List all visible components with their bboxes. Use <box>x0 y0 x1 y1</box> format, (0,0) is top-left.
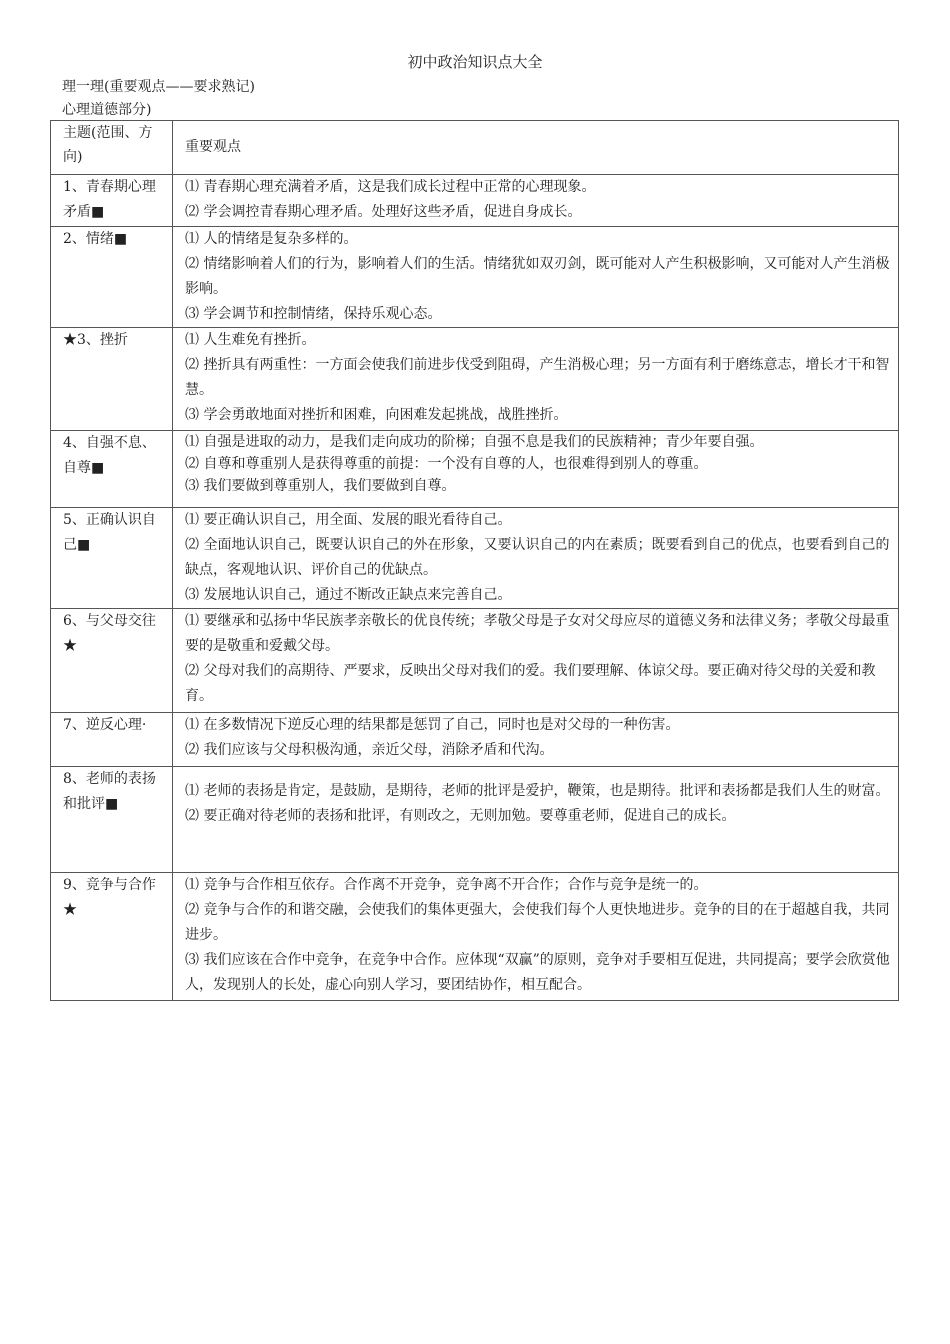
point-item: ⑶ 学会调节和控制情绪，保持乐观心态。 <box>185 306 442 322</box>
row-topic: 2、情绪■ <box>51 227 173 328</box>
section-subtitle: 理一理(重要观点——要求熟记) <box>62 79 255 95</box>
table-header-row <box>51 121 899 175</box>
table-row <box>51 767 899 873</box>
row-points <box>173 508 899 609</box>
table-row <box>51 328 899 431</box>
row-points <box>173 431 899 508</box>
table-row <box>51 713 899 767</box>
page-title: 初中政治知识点大全 <box>407 53 543 71</box>
row-points <box>173 175 899 227</box>
table-row <box>51 609 899 713</box>
point-item: ⑵ 要正确对待老师的表扬和批评，有则改之，无则加勉。要尊重老师，促进自己的成长。 <box>185 808 736 824</box>
row-points <box>173 873 899 1001</box>
row-topic: 8、老师的表扬和批评■ <box>51 767 173 873</box>
knowledge-table <box>50 120 899 1001</box>
header-points: 重要观点 <box>173 121 899 175</box>
point-item: ⑶ 我们要做到尊重别人，我们要做到自尊。 <box>185 478 456 494</box>
point-item: ⑴ 在多数情况下逆反心理的结果都是惩罚了自己，同时也是对父母的一种伤害。 <box>185 717 680 733</box>
point-item: ⑴ 人生难免有挫折。 <box>185 332 316 348</box>
section-category: 心理道德部分) <box>62 102 152 118</box>
row-points <box>173 328 899 431</box>
point-item: ⑵ 挫折具有两重性：一方面会使我们前进步伐受到阻碍，产生消极心理；另一方面有利于磨练意志，增长才干和智慧。 <box>185 357 890 398</box>
point-item: ⑵ 父母对我们的高期待、严要求，反映出父母对我们的爱。我们要理解、体谅父母。要正确对待父母的关爱和教育。 <box>185 663 876 704</box>
point-item: ⑵ 我们应该与父母积极沟通，亲近父母，消除矛盾和代沟。 <box>185 742 554 758</box>
table-row <box>51 508 899 609</box>
row-topic: 9、竞争与合作★ <box>51 873 173 1001</box>
row-points <box>173 767 899 873</box>
table-row <box>51 873 899 1001</box>
point-item: ⑵ 全面地认识自己，既要认识自己的外在形象，又要认识自己的内在素质；既要看到自己的优点，也要看到自己的缺点，客观地认识、评价自己的优缺点。 <box>185 537 890 578</box>
point-item: ⑴ 要正确认识自己，用全面、发展的眼光看待自己。 <box>185 512 512 528</box>
point-item: ⑵ 自尊和尊重别人是获得尊重的前提：一个没有自尊的人，也很难得到别人的尊重。 <box>185 456 708 472</box>
table-row <box>51 227 899 328</box>
table-row <box>51 175 899 227</box>
row-topic: 4、自强不息、自尊■ <box>51 431 173 508</box>
row-points <box>173 713 899 767</box>
point-item: ⑶ 学会勇敢地面对挫折和困难，向困难发起挑战，战胜挫折。 <box>185 407 568 423</box>
point-item: ⑵ 情绪影响着人们的行为，影响着人们的生活。情绪犹如双刃剑，既可能对人产生积极影响，又可能对人产生消极影响。 <box>185 256 890 297</box>
row-topic: 5、正确认识自己■ <box>51 508 173 609</box>
table-row <box>51 431 899 508</box>
point-item: ⑴ 竞争与合作相互依存。合作离不开竞争，竞争离不开合作；合作与竞争是统一的。 <box>185 877 708 893</box>
row-topic: 6、与父母交往★ <box>51 609 173 713</box>
point-item: ⑶ 我们应该在合作中竞争，在竞争中合作。应体现“双赢”的原则，竞争对手要相互促进，共同提高；要学会欣赏他人，发现别人的长处，虚心向别人学习，要团结协作，相互配合。 <box>185 952 890 993</box>
point-item: ⑴ 要继承和弘扬中华民族孝亲敬长的优良传统；孝敬父母是子女对父母应尽的道德义务和法律义务；孝敬父母最重要的是敬重和爱戴父母。 <box>185 613 890 654</box>
point-item: ⑵ 竞争与合作的和谐交融，会使我们的集体更强大，会使我们每个人更快地进步。竞争的目的在于超越自我，共同进步。 <box>185 902 890 943</box>
row-points <box>173 609 899 713</box>
point-item: ⑵ 学会调控青春期心理矛盾。处理好这些矛盾，促进自身成长。 <box>185 204 582 220</box>
row-topic: 7、逆反心理· <box>51 713 173 767</box>
point-item: ⑶ 发展地认识自己，通过不断改正缺点来完善自己。 <box>185 587 512 603</box>
header-topic: 主题(范围、方向) <box>51 121 173 175</box>
row-points <box>173 227 899 328</box>
point-item: ⑴ 自强是进取的动力，是我们走向成功的阶梯；自强不息是我们的民族精神；青少年要自强。 <box>185 434 764 450</box>
point-item: ⑴ 老师的表扬是肯定，是鼓励，是期待，老师的批评是爱护，鞭策，也是期待。批评和表扬都是我们人生的财富。 <box>185 783 890 799</box>
row-topic: ★3、挫折 <box>51 328 173 431</box>
point-item: ⑴ 青春期心理充满着矛盾，这是我们成长过程中正常的心理现象。 <box>185 179 596 195</box>
row-topic: 1、青春期心理矛盾■ <box>51 175 173 227</box>
point-item: ⑴ 人的情绪是复杂多样的。 <box>185 231 358 247</box>
